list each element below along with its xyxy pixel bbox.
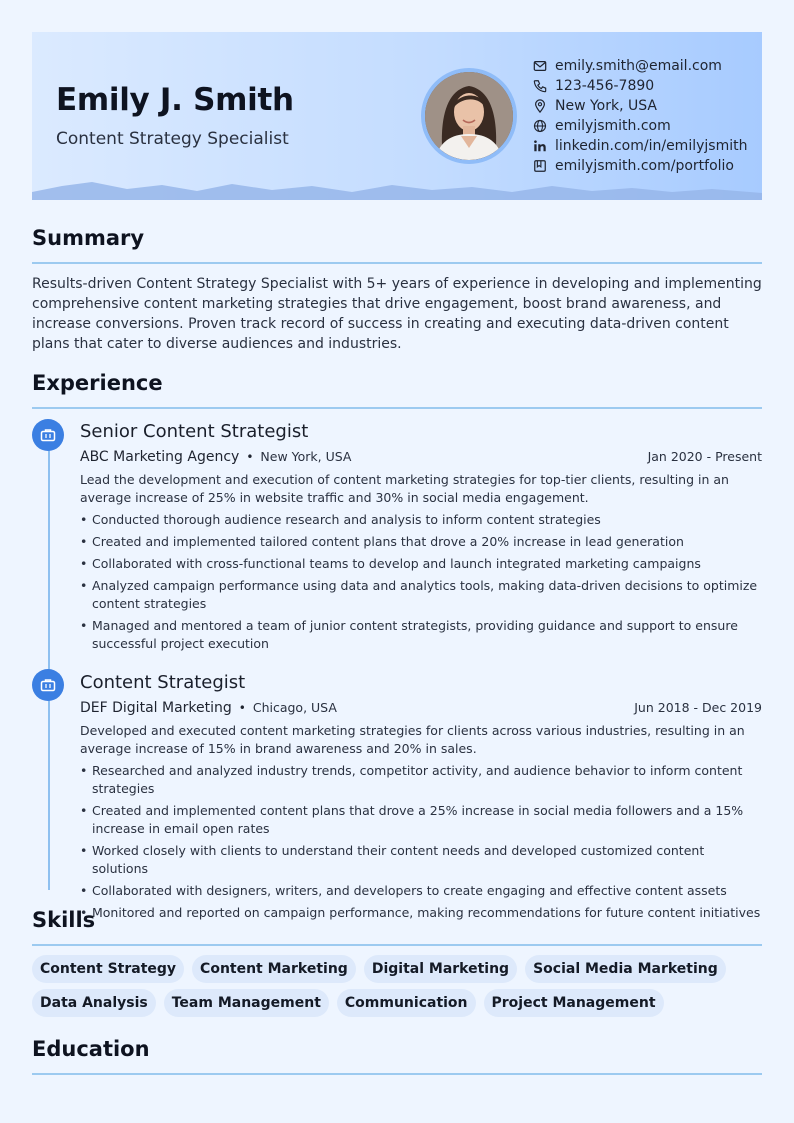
timeline-line (48, 436, 50, 890)
location-icon (532, 98, 548, 114)
job-description: Developed and executed content marketing strategies for clients across various industries, resulting in an average increase of 15% in brand awareness and 20% in sales. (80, 723, 745, 756)
contact-portfolio-text: emilyjsmith.com/portfolio (555, 158, 734, 174)
skills-heading: Skills (32, 908, 96, 932)
globe-icon (532, 118, 548, 134)
contact-email[interactable] (532, 56, 747, 76)
education-heading: Education (32, 1037, 150, 1061)
job-bullet: • Collaborated with cross-functional teams to develop and launch integrated marketing campaigns (80, 555, 762, 573)
portfolio-icon (532, 158, 548, 174)
contact-linkedin-text: linkedin.com/in/emilyjsmith (555, 138, 748, 154)
job-company: DEF Digital Marketing (80, 700, 232, 716)
candidate-title: Content Strategy Specialist (56, 129, 289, 149)
contact-email-text: emily.smith@email.com (555, 58, 722, 74)
briefcase-icon (32, 419, 64, 451)
job-meta (80, 695, 762, 721)
job-bullet: • Researched and analyzed industry trends, competitor activity, and audience behavior to inform content strategies (80, 762, 762, 798)
separator-dot: • (246, 450, 254, 464)
job-meta (80, 444, 762, 470)
skills-divider (32, 944, 762, 946)
education-divider (32, 1073, 762, 1075)
job-bullet: • Managed and mentored a team of junior content strategists, providing guidance and support to ensure successful project execution (80, 617, 762, 653)
skill-tag: Team Management (164, 989, 329, 1017)
resume-header (32, 32, 762, 200)
skill-tag: Social Media Marketing (525, 955, 726, 983)
contact-website-text: emilyjsmith.com (555, 118, 671, 134)
experience-item (80, 671, 762, 926)
experience-divider (32, 407, 762, 409)
job-dates: Jun 2018 - Dec 2019 (634, 700, 762, 715)
job-company: ABC Marketing Agency (80, 449, 240, 465)
contact-list (532, 56, 747, 176)
mountain-decoration (32, 180, 762, 200)
job-bullet: • Worked closely with clients to understand their content needs and developed customized content solutions (80, 842, 762, 878)
job-bullets (80, 511, 762, 653)
linkedin-icon (532, 138, 548, 154)
job-description: Lead the development and execution of content marketing strategies for top-tier clients, resulting in an average increase of 25% in website traffic and 30% in social media engagement. (80, 472, 729, 505)
contact-linkedin[interactable] (532, 136, 747, 156)
separator-dot: • (238, 701, 246, 715)
contact-phone-text: 123-456-7890 (555, 78, 655, 94)
contact-portfolio[interactable] (532, 156, 747, 176)
profile-photo (421, 68, 517, 164)
job-location: New York, USA (260, 449, 352, 464)
job-role: Senior Content Strategist (80, 421, 309, 442)
job-dates: Jan 2020 - Present (647, 449, 762, 464)
job-role: Content Strategist (80, 672, 246, 693)
job-bullet: • Analyzed campaign performance using data and analytics tools, making data-driven decisions to optimize content strategies (80, 577, 762, 613)
phone-icon (532, 78, 548, 94)
contact-location (532, 96, 747, 116)
summary-divider (32, 262, 762, 264)
skill-tag: Project Management (484, 989, 664, 1017)
job-bullet: • Created and implemented content plans that drove a 25% increase in social media followers and a 15% increase in email open rates (80, 802, 762, 838)
contact-phone[interactable] (532, 76, 747, 96)
job-location: Chicago, USA (252, 700, 337, 715)
skills-list (32, 955, 762, 1017)
job-bullet: • Collaborated with designers, writers, and developers to create engaging and effective content assets (80, 882, 762, 900)
job-bullets (80, 762, 762, 922)
summary-heading: Summary (32, 226, 145, 250)
contact-website[interactable] (532, 116, 747, 136)
skill-tag: Communication (337, 989, 476, 1017)
summary-text: Results-driven Content Strategy Specialist with 5+ years of experience in developing and implementing comprehensive content marketing strategies that drive engagement, boost brand awareness, and increase conversions. Proven track record of success in creating and executing data-driven content plans that cater to diverse audiences and industries. (32, 276, 762, 352)
job-bullet: • Conducted thorough audience research and analysis to inform content strategies (80, 511, 762, 529)
email-icon (532, 58, 548, 74)
contact-location-text: New York, USA (555, 98, 657, 114)
skill-tag: Digital Marketing (364, 955, 517, 983)
briefcase-icon (32, 669, 64, 701)
experience-heading: Experience (32, 371, 163, 395)
skill-tag: Content Strategy (32, 955, 184, 983)
skill-tag: Data Analysis (32, 989, 156, 1017)
job-bullet: • Monitored and reported on campaign performance, making recommendations for future content initiatives (80, 904, 762, 922)
job-bullet: • Created and implemented tailored content plans that drove a 20% increase in lead generation (80, 533, 762, 551)
skill-tag: Content Marketing (192, 955, 356, 983)
experience-item (80, 420, 762, 657)
candidate-name: Emily J. Smith (56, 82, 294, 118)
